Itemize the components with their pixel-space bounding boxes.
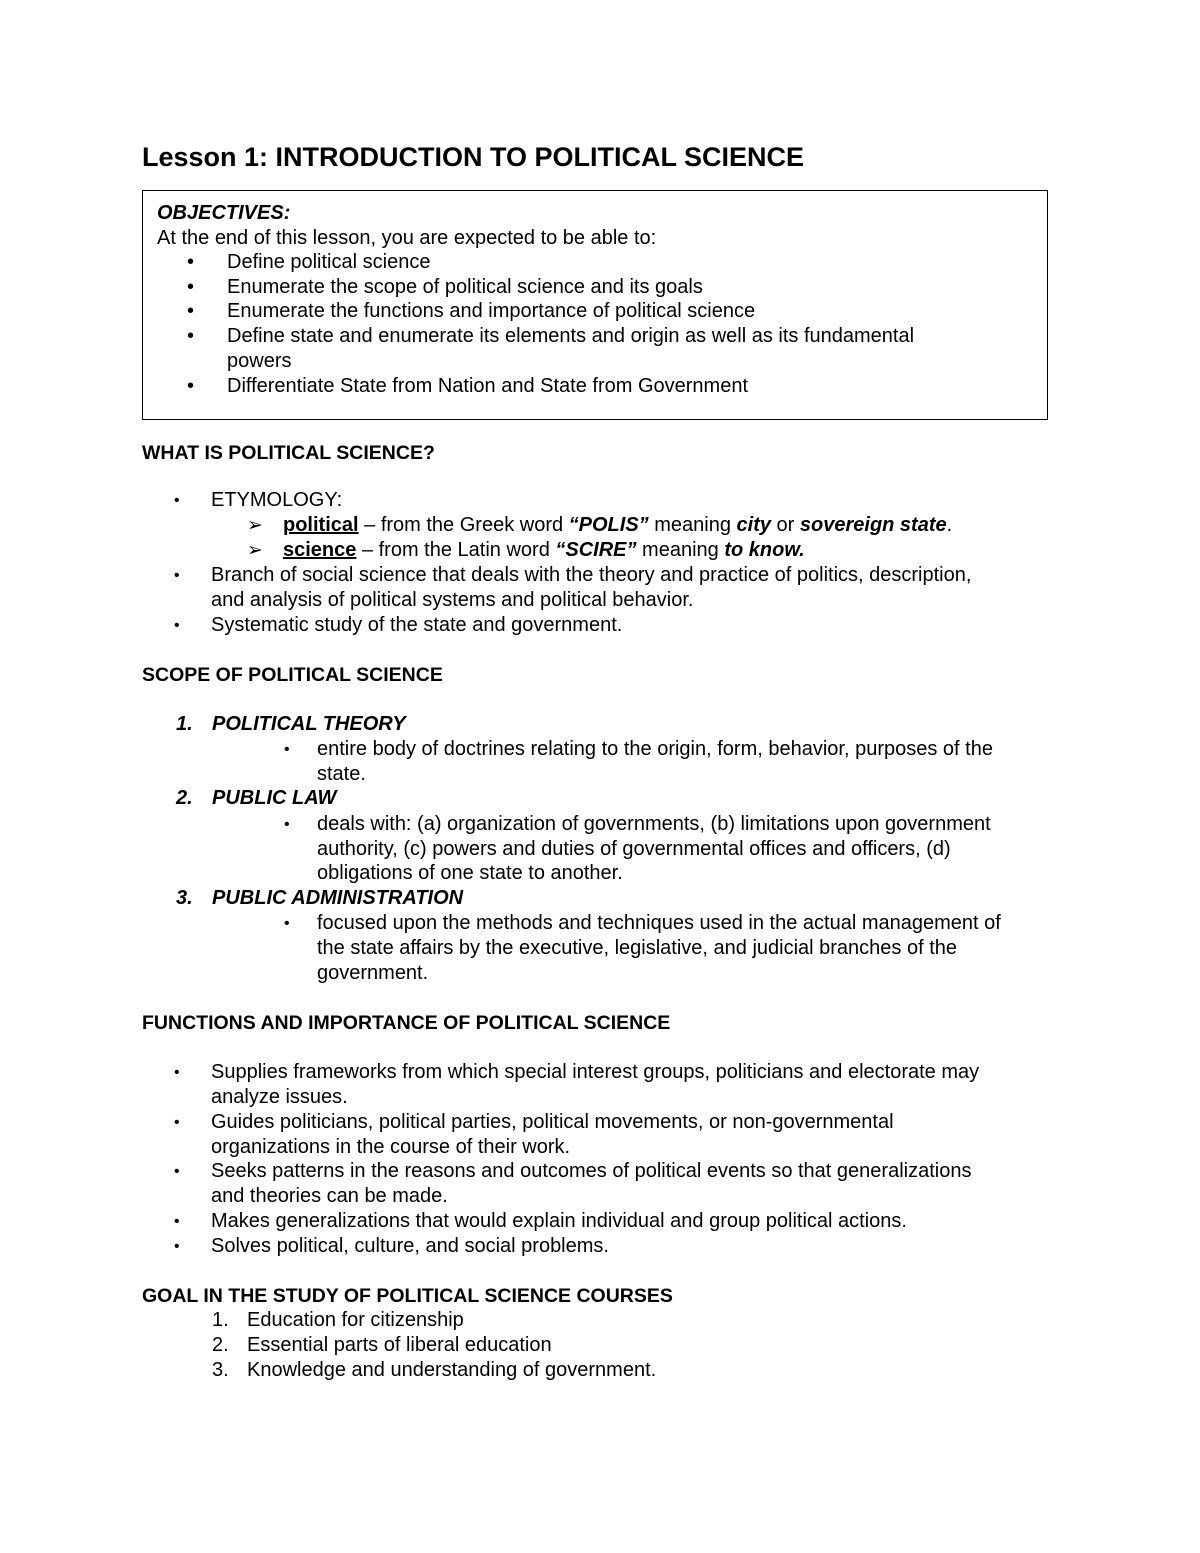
term-political: political — [283, 514, 359, 536]
definition-branch: Branch of social science that deals with the theory and practice of politics, description, — [211, 564, 972, 586]
objectives-heading: OBJECTIVES: — [157, 202, 291, 224]
bullet-icon: • — [187, 325, 195, 347]
scope-description: deals with: (a) organization of governments, (b) limitations upon government — [317, 813, 991, 835]
section-heading-goal: GOAL IN THE STUDY OF POLITICAL SCIENCE COURSES — [142, 1285, 673, 1307]
objective-item: Differentiate State from Nation and State from Government — [227, 375, 748, 397]
bullet-icon: • — [174, 1163, 180, 1180]
bullet-icon: • — [174, 1064, 180, 1081]
scope-description: entire body of doctrines relating to the origin, form, behavior, purposes of the — [317, 738, 993, 760]
objective-item-continued: powers — [227, 350, 292, 372]
scope-description-continued: state. — [317, 763, 366, 785]
bullet-icon: • — [187, 276, 195, 298]
bullet-icon: • — [187, 251, 195, 273]
bullet-icon: • — [284, 915, 290, 932]
function-item: Makes generalizations that would explain individual and group political actions. — [211, 1210, 907, 1232]
objective-item: Enumerate the scope of political science and its goals — [227, 276, 703, 298]
bullet-icon: • — [174, 1238, 180, 1255]
objective-item: Define political science — [227, 251, 431, 273]
section-heading-functions: FUNCTIONS AND IMPORTANCE OF POLITICAL SCIENCE — [142, 1012, 671, 1034]
function-item-continued: organizations in the course of their work. — [211, 1136, 571, 1158]
arrow-bullet-icon: ➢ — [247, 540, 263, 561]
bullet-icon: • — [174, 492, 180, 509]
definition-branch-continued: and analysis of political systems and political behavior. — [211, 589, 694, 611]
scope-description-continued: government. — [317, 962, 429, 984]
function-item: Supplies frameworks from which special interest groups, politicians and electorate may — [211, 1061, 980, 1083]
section-heading-scope: SCOPE OF POLITICAL SCIENCE — [142, 664, 443, 686]
word-polis: “POLIS” — [568, 514, 649, 536]
word-scire: “SCIRE” — [555, 539, 637, 561]
scope-number: 3. — [176, 887, 193, 909]
goal-item: Essential parts of liberal education — [247, 1334, 552, 1356]
arrow-bullet-icon: ➢ — [247, 515, 263, 536]
scope-title-public-administration: PUBLIC ADMINISTRATION — [212, 887, 464, 909]
objective-item: Define state and enumerate its elements and origin as well as its fundamental — [227, 325, 915, 347]
goal-item: Education for citizenship — [247, 1309, 464, 1331]
scope-description-continued: the state affairs by the executive, legislative, and judicial branches of the — [317, 937, 958, 959]
bullet-icon: • — [174, 567, 180, 584]
function-item-continued: analyze issues. — [211, 1086, 348, 1108]
definition-systematic: Systematic study of the state and government. — [211, 614, 623, 636]
scope-description-continued: obligations of one state to another. — [317, 862, 623, 884]
scope-number: 1. — [176, 713, 193, 735]
scope-title-public-law: PUBLIC LAW — [212, 787, 337, 809]
etymology-political: political – from the Greek word “POLIS” meaning city or sovereign state. — [283, 514, 953, 536]
bullet-icon: • — [174, 1213, 180, 1230]
bullet-icon: • — [187, 375, 195, 397]
bullet-icon: • — [174, 1114, 180, 1131]
function-item-continued: and theories can be made. — [211, 1185, 448, 1207]
scope-description-continued: authority, (c) powers and duties of governmental offices and officers, (d) — [317, 838, 951, 860]
goal-number: 3. — [212, 1359, 229, 1381]
bullet-icon: • — [284, 741, 290, 758]
section-heading-what-is: WHAT IS POLITICAL SCIENCE? — [142, 442, 435, 464]
etymology-label: ETYMOLOGY: — [211, 489, 343, 511]
goal-number: 2. — [212, 1334, 229, 1356]
bullet-icon: • — [174, 617, 180, 634]
function-item: Guides politicians, political parties, political movements, or non-governmental — [211, 1111, 894, 1133]
objective-item: Enumerate the functions and importance of political science — [227, 300, 756, 322]
function-item: Solves political, culture, and social problems. — [211, 1235, 609, 1257]
function-item: Seeks patterns in the reasons and outcomes of political events so that generalizations — [211, 1160, 972, 1182]
bullet-icon: • — [284, 816, 290, 833]
scope-description: focused upon the methods and techniques used in the actual management of — [317, 912, 1001, 934]
lesson-title: Lesson 1: INTRODUCTION TO POLITICAL SCIENCE — [142, 142, 805, 172]
goal-item: Knowledge and understanding of government. — [247, 1359, 657, 1381]
objectives-box — [142, 190, 1048, 420]
scope-title-political-theory: POLITICAL THEORY — [212, 713, 406, 735]
term-science: science — [283, 539, 357, 561]
bullet-icon: • — [187, 300, 195, 322]
scope-number: 2. — [176, 787, 193, 809]
etymology-science: science – from the Latin word “SCIRE” meaning to know. — [283, 539, 805, 561]
objectives-intro: At the end of this lesson, you are expected to be able to: — [157, 227, 657, 249]
goal-number: 1. — [212, 1309, 229, 1331]
